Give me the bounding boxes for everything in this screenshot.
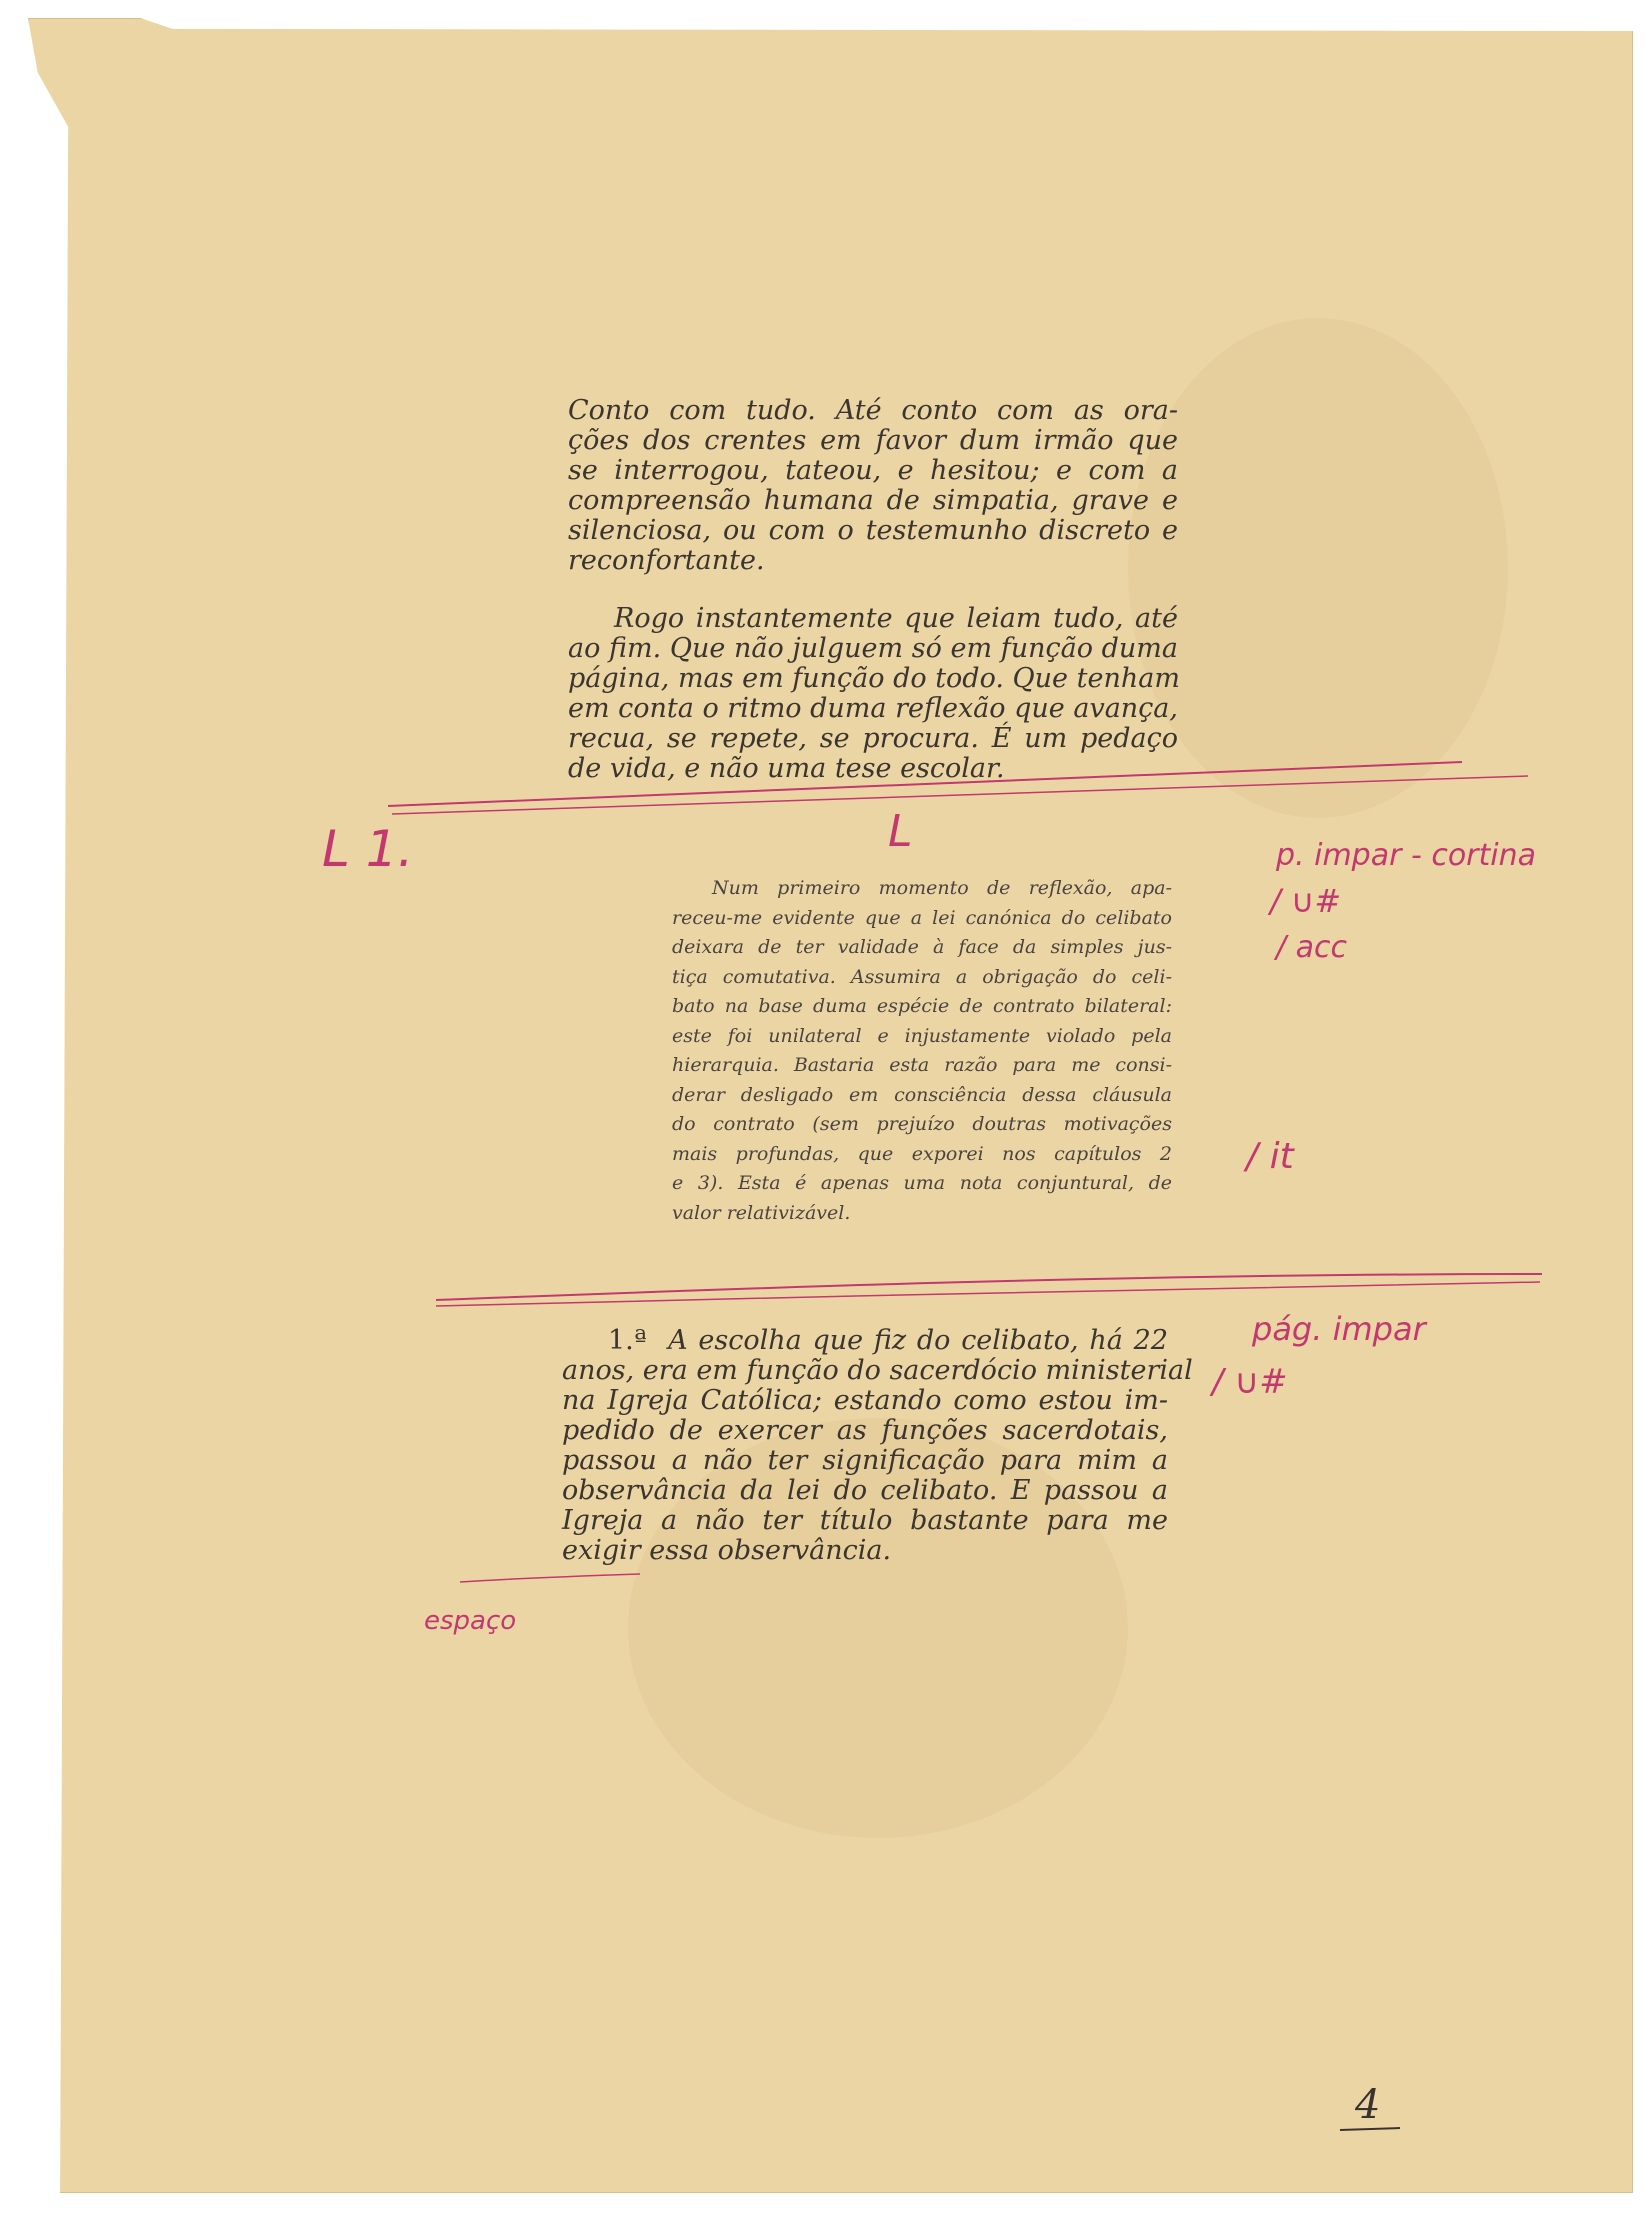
text-line: deixara de ter validade à face da simples jus- [672, 936, 1172, 958]
text-line: receu-me evidente que a lei canónica do celibato [672, 906, 1172, 929]
text-line: compreensão humana de simpatia, grave e [568, 485, 1178, 516]
section-number: 1.ª [608, 1325, 647, 1356]
page-number: 4 [1355, 2082, 1381, 2128]
page-number-underline [1340, 2128, 1400, 2130]
text-line: recua, se repete, se procura. É um pedaço [568, 723, 1178, 754]
text-line: tiça comutativa. Assumira a obrigação do celi- [672, 965, 1172, 988]
annotation-odd-page: pág. impar [1252, 1310, 1426, 1348]
text-line: valor relativizável. [672, 1201, 851, 1224]
text-line: este foi unilateral e injustamente violado pela [672, 1024, 1172, 1047]
text-line: hierarquia. Bastaria esta razão para me consi- [672, 1054, 1172, 1076]
text-line: anos, era em função do sacerdócio ministerial [562, 1355, 1193, 1386]
annotation-mark: / ∪# [1212, 1362, 1288, 1402]
center-mark: L [888, 806, 913, 857]
text-line: pedido de exercer as funções sacerdotais, [562, 1415, 1168, 1446]
text-line: derar desligado em consciência dessa cláusula [672, 1083, 1172, 1106]
text-line: do contrato (sem prejuízo doutras motivações [672, 1113, 1172, 1135]
text-line: ao fim. Que não julguem só em função duma [568, 633, 1178, 664]
text-line: página, mas em função do todo. Que tenham [568, 663, 1180, 694]
text-line: silenciosa, ou com o testemunho discreto e [568, 515, 1178, 546]
text-line: na Igreja Católica; estando como estou im- [562, 1385, 1168, 1416]
text-line: reconfortante. [568, 545, 765, 576]
annotation-mark: / acc [1276, 930, 1348, 965]
text-line: Conto com tudo. Até conto com as ora- [568, 395, 1178, 426]
annotation-mark: / ∪# [1270, 882, 1342, 920]
text-line: A escolha que fiz do celibato, há 22 [668, 1325, 1168, 1356]
text-line: se interrogou, tateou, e hesitou; e com a [568, 455, 1178, 486]
text-line: em conta o ritmo duma reflexão que avança, [568, 693, 1178, 724]
annotation-mark: / it [1246, 1136, 1294, 1177]
text-line: Igreja a não ter título bastante para me [562, 1505, 1168, 1536]
left-margin-mark: L 1. [322, 820, 414, 878]
text-line: Rogo instantemente que leiam tudo, até [614, 603, 1178, 634]
text-line: exigir essa observância. [562, 1535, 892, 1566]
text-line: e 3). Esta é apenas uma nota conjuntural, de [672, 1172, 1172, 1194]
text-line: Num primeiro momento de reflexão, apa- [712, 877, 1172, 899]
text-line: de vida, e não uma tese escolar. [568, 753, 1005, 784]
text-line: ções dos crentes em favor dum irmão que [568, 425, 1178, 456]
text-line: observância da lei do celibato. E passou a [562, 1475, 1168, 1506]
red-rule-line [436, 1274, 1542, 1300]
red-underline [460, 1574, 640, 1582]
text-line: bato na base duma espécie de contrato bilateral: [672, 995, 1172, 1017]
annotation-space: espaço [424, 1606, 517, 1636]
text-line: mais profundas, que exporei nos capítulos 2 [672, 1142, 1172, 1165]
annotation-odd-page-curtain: p. impar - cortina [1276, 838, 1537, 873]
text-line: passou a não ter significação para mim a [562, 1445, 1168, 1476]
